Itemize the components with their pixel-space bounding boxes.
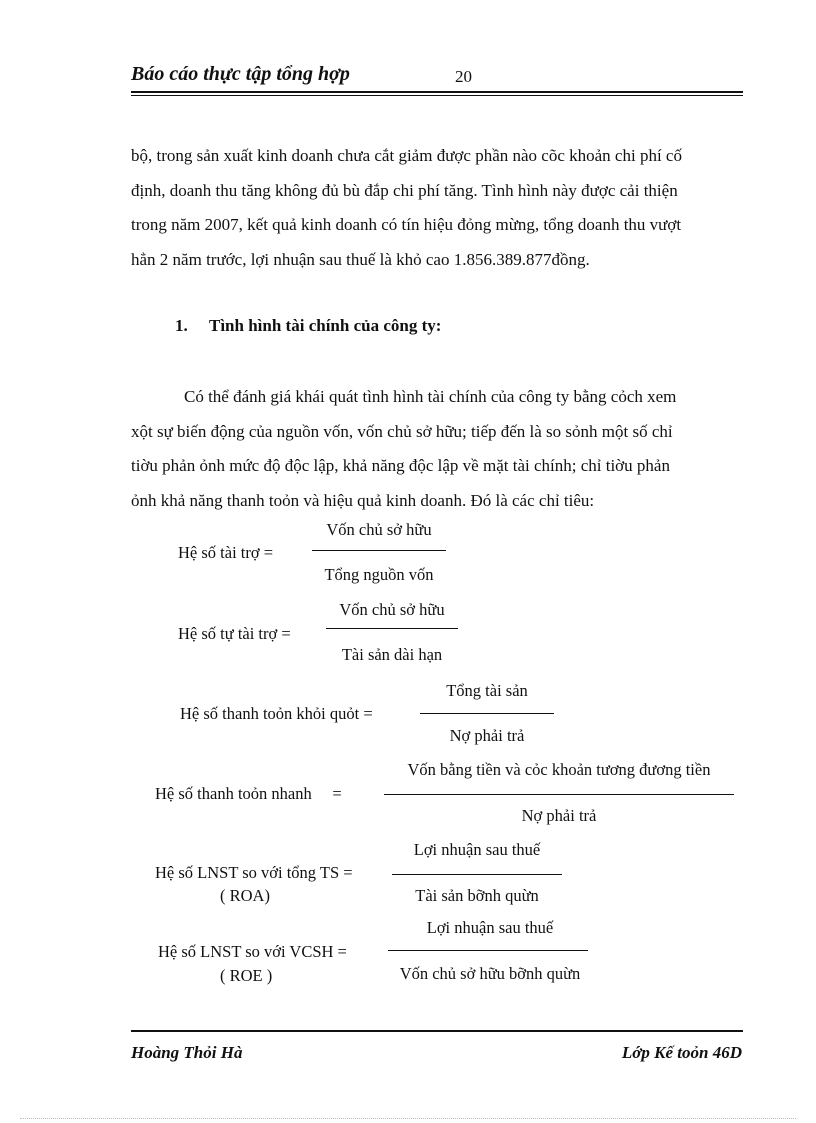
paragraph-line: định, doanh thu tăng không đủ bù đắp chi phí tăng. Tình hình này được cải thiện — [131, 180, 678, 200]
header-title: Báo cáo thực tập tổng hợp — [131, 63, 350, 85]
formula-label: Hệ số LNST so với VCSH = — [158, 942, 347, 961]
page-number: 20 — [455, 67, 472, 86]
formula-denominator: Tài sản dài hạn — [341, 645, 443, 664]
footer-author: Hoàng Thỏi Hà — [131, 1043, 243, 1062]
section-heading — [175, 316, 441, 336]
formula-label: Hệ số thanh toỏn nhanh = — [155, 784, 342, 803]
formula-denominator: Nợ phải trả — [449, 726, 525, 745]
footer-class: Lớp Kế toỏn 46D — [621, 1043, 742, 1062]
formula-label: Hệ số tự tài trợ = — [178, 624, 291, 643]
fraction-bar — [392, 874, 562, 875]
footer-rule — [131, 1030, 743, 1032]
formula-numerator: Vốn bằng tiền và cỏc khoản tương đương tiền — [407, 760, 711, 779]
formula-denominator: Tổng nguồn vốn — [324, 565, 434, 584]
formula-sublabel: ( ROE ) — [220, 966, 273, 985]
paragraph-line: Có thể đánh giá khái quát tình hình tài chính của công ty bằng cỏch xem — [184, 387, 677, 406]
section-title: Tình hình tài chính của công ty: — [209, 316, 442, 335]
fraction-bar — [384, 794, 734, 795]
page-edge-dotted-line — [20, 1118, 796, 1119]
formula-sublabel: ( ROA) — [220, 886, 270, 905]
formula-numerator: Lợi nhuận sau thuế — [426, 918, 554, 937]
formula-label: Hệ số thanh toỏn khỏi quỏt = — [180, 704, 373, 723]
paragraph-line: bộ, trong sản xuất kinh doanh chưa cắt giảm được phần nào cõc khoản chi phí cố — [131, 146, 682, 165]
paragraph-1 — [131, 139, 743, 277]
paragraph-2 — [131, 380, 743, 518]
formula-denominator: Nợ phải trả — [521, 806, 597, 825]
formula-label: Hệ số LNST so với tổng TS = — [155, 863, 353, 882]
paragraph-line: xột sự biến động của nguồn vốn, vốn chủ sở hữu; tiếp đến là so sỏnh một số chỉ — [131, 421, 673, 441]
formula-numerator: Tổng tài sản — [446, 681, 528, 700]
paragraph-line: ỏnh khả năng thanh toỏn và hiệu quả kinh doanh. Đó là các chỉ tiêu: — [131, 490, 595, 510]
formula-numerator: Vốn chủ sở hữu — [339, 600, 445, 619]
section-number: 1. — [175, 316, 188, 335]
formula-numerator: Vốn chủ sở hữu — [326, 520, 432, 539]
formula-label: Hệ số tài trợ = — [178, 543, 274, 562]
fraction-bar — [388, 950, 588, 951]
formula-numerator: Lợi nhuận sau thuế — [413, 840, 541, 859]
paragraph-line: hẳn 2 năm trước, lợi nhuận sau thuế là khỏ cao 1.856.389.877đồng. — [131, 249, 590, 269]
header-rule-thin — [131, 95, 743, 96]
paragraph-line: tiờu phản ỏnh mức độ độc lập, khả năng độc lập về mặt tài chính; chỉ tiờu phản — [131, 456, 670, 475]
formula-denominator: Tài sản bỡnh quừn — [415, 886, 539, 905]
fraction-bar — [420, 713, 554, 714]
formula-denominator: Vốn chủ sở hữu bỡnh quừn — [399, 964, 581, 983]
fraction-bar — [326, 628, 458, 629]
fraction-bar — [312, 550, 446, 551]
paragraph-line: trong năm 2007, kết quả kinh doanh có tín hiệu đỏng mừng, tổng doanh thu vượt — [131, 215, 682, 234]
header-rule — [131, 91, 743, 93]
